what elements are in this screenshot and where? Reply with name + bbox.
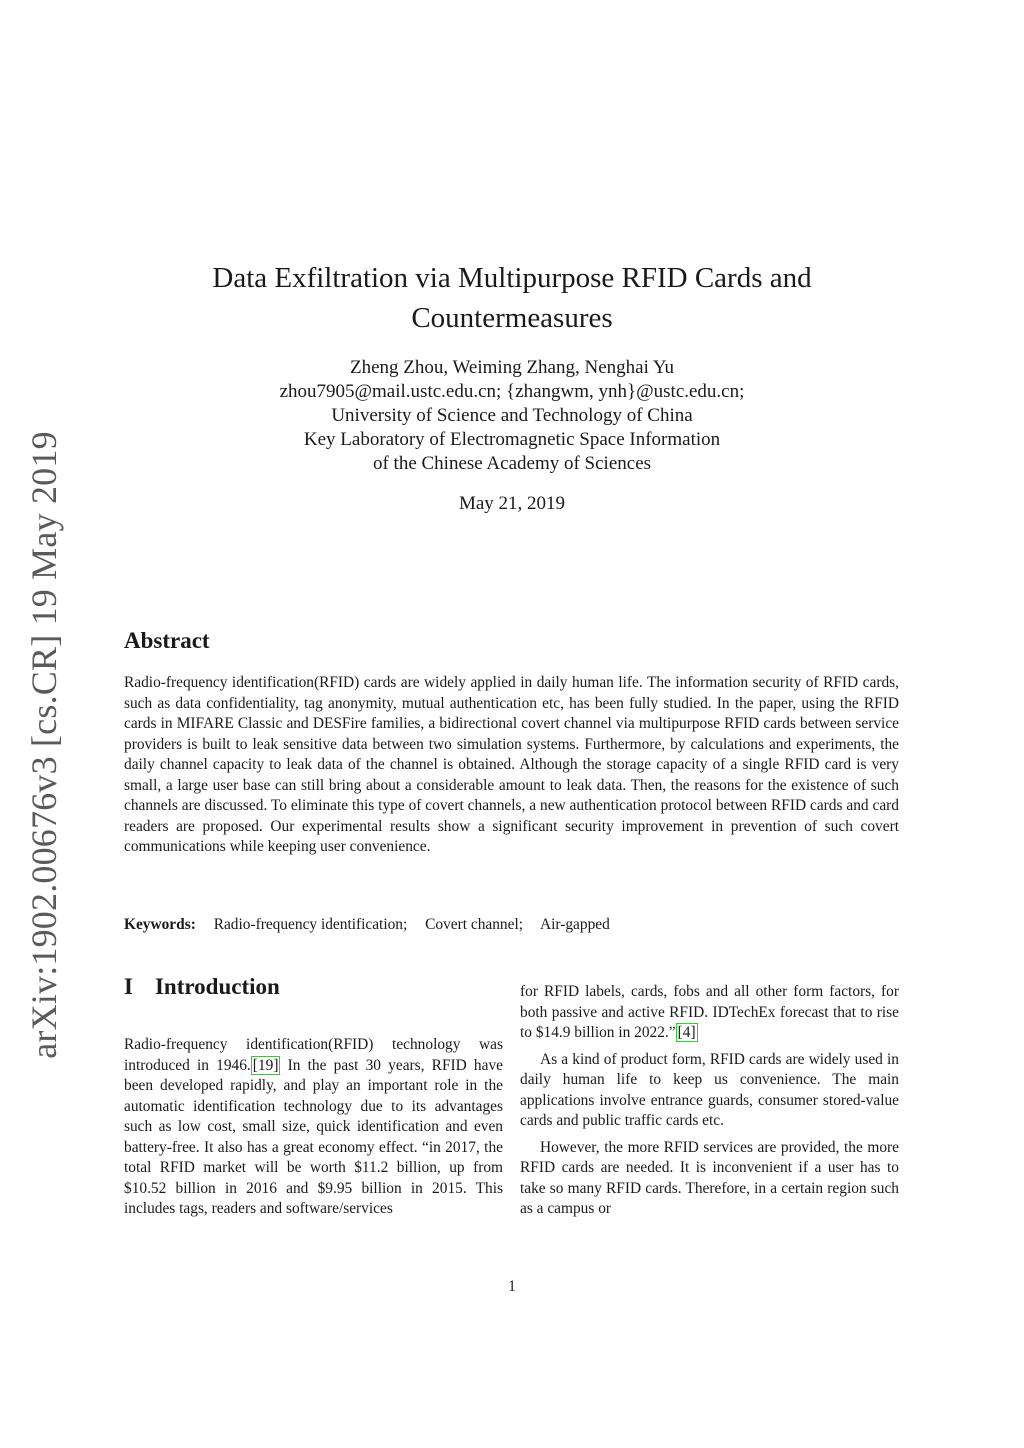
- section-title: Introduction: [154, 974, 280, 999]
- affiliation-university: University of Science and Technology of China: [331, 405, 693, 426]
- keyword-item: Radio-frequency identification;: [213, 916, 408, 933]
- author-block: [150, 356, 874, 476]
- citation-link-19[interactable]: [19]: [252, 1056, 279, 1074]
- keywords-line: [124, 916, 624, 934]
- paper-title: [150, 258, 874, 338]
- section-number: I: [124, 974, 133, 999]
- author-emails: zhou7905@mail.ustc.edu.cn; {zhangwm, ynh}@ustc.edu.cn;: [279, 381, 745, 402]
- keyword-item: Covert channel;: [425, 916, 524, 933]
- paper-date: May 21, 2019: [458, 493, 566, 514]
- affiliation-lab: Key Laboratory of Electromagnetic Space Information: [303, 429, 721, 450]
- abstract-body: Radio-frequency identification(RFID) cards are widely applied in daily human life. The information security of RFID cards, such as data confidentiality, tag anonymity, mutual authentication etc, has been fully studied. In the paper, using the RFID cards in MIFARE Classic and DESFire families, a bidirectional covert channel via multipurpose RFID cards between service providers is built to leak sensitive data between two simulation systems. Furthermore, by calculations and experiments, the daily channel capacity to leak data of the channel is obtained. Although the storage capacity of a single RFID card is very small, a large user base can still bring about a considerable amount to leak data. Then, the reasons for the existence of such channels are discussed. To eliminate this type of covert channels, a new authentication protocol between RFID cards and card readers are proposed. Our experimental results show a significant security improvement in prevention of such covert communications while keeping user convenience.: [124, 674, 899, 855]
- intro-paragraph-3: However, the more RFID services are provided, the more RFID cards are needed. It is inconvenient if a user has to take so many RFID cards. Therefore, in a certain region such as a campus or: [520, 1138, 899, 1217]
- page-number: 1: [508, 1278, 516, 1295]
- intro-paragraph-1-continued: [520, 982, 899, 1044]
- intro-paragraph-2: As a kind of product form, RFID cards are widely used in daily human life to keep us convenience. The main applications involve entrance guards, consumer stored-value cards and public traffic cards etc.: [520, 1050, 899, 1129]
- keyword-item: Air-gapped: [540, 916, 610, 933]
- introduction-heading: [124, 974, 280, 1000]
- affiliation-academy: of the Chinese Academy of Sciences: [372, 453, 652, 474]
- intro-paragraph-1: [124, 1035, 503, 1220]
- left-column: [124, 1035, 503, 1220]
- intro-text: Radio-frequency identification(RFID) technology was introduced in 1946.: [124, 1036, 503, 1074]
- author-names: Zheng Zhou, Weiming Zhang, Nenghai Yu: [349, 357, 675, 378]
- title-line-2: Countermeasures: [411, 302, 613, 334]
- right-column: [520, 982, 899, 1220]
- arxiv-sidebar: [18, 431, 70, 1059]
- intro-text: In the past 30 years, RFID have been developed rapidly, and play an important role in the automatic identification technology due to its advantages such as low cost, small size, quick identification and even battery-free. It also has a great economy effect. “in 2017, the total RFID market will be worth $11.2 billion, up from $10.52 billion in 2016 and $9.95 billion in 2015. This includes tags, readers and software/services: [124, 1056, 503, 1217]
- citation-link-4[interactable]: [4]: [677, 1024, 696, 1041]
- intro-text: for RFID labels, cards, fobs and all other form factors, for both passive and active RFID. IDTechEx forecast that to rise to $14.9 billion in 2022.”: [520, 983, 899, 1041]
- title-line-1: Data Exfiltration via Multipurpose RFID Cards and: [212, 262, 812, 294]
- abstract-heading: Abstract: [124, 628, 210, 653]
- keywords-label: Keywords:: [124, 916, 196, 933]
- arxiv-identifier: arXiv:1902.00676v3 [cs.CR] 19 May 2019: [24, 431, 64, 1059]
